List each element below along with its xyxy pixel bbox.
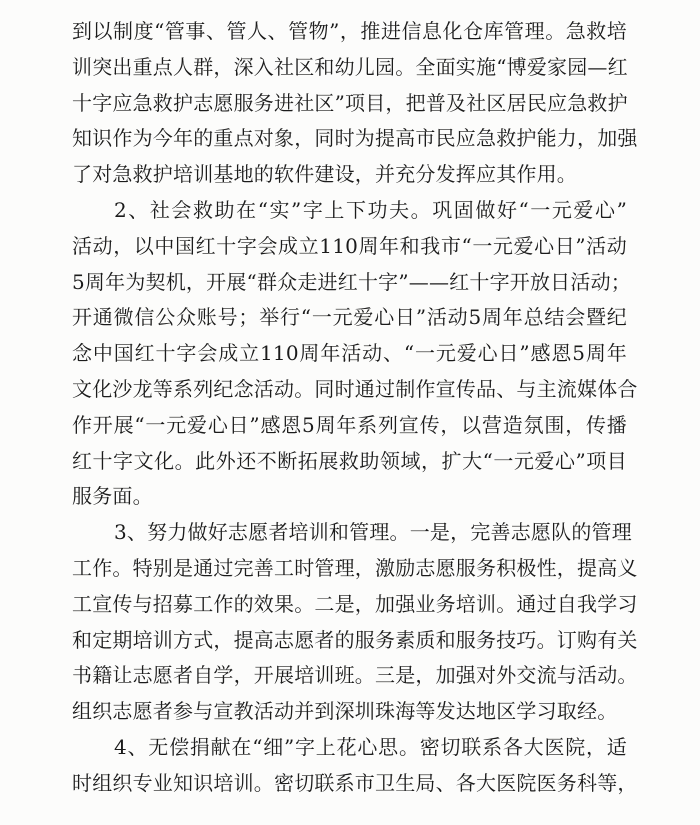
text-line: 作开展“一元爱心日”感恩5周年系列宣传，以营造氛围，传播: [72, 412, 627, 437]
text-line: 5周年为契机，开展“群众走进红十字”——红十字开放日活动；: [72, 269, 631, 294]
text-line: 时组织专业知识培训。密切联系市卫生局、各大医院医务科等，: [72, 770, 638, 795]
text-line: 十字应急救护志愿服务进社区”项目，把普及社区居民应急救护: [72, 90, 628, 115]
text-line: 服务面。: [72, 484, 153, 509]
text-line: 和定期培训方式，提高志愿者的服务素质和服务技巧。订购有关: [72, 627, 638, 652]
text-line: 知识作为今年的重点对象，同时为提高市民应急救护能力，加强: [72, 126, 638, 151]
text-line: 了对急救护培训基地的软件建设，并充分发挥应其作用。: [72, 162, 577, 187]
text-line: 活动，以中国红十字会成立110周年和我市“一元爱心日”活动: [72, 233, 627, 258]
text-line: 念中国红十字会成立110周年活动、“一元爱心日”感恩5周年: [72, 341, 627, 366]
text-line: 组织志愿者参与宣教活动并到深圳珠海等发达地区学习取经。: [72, 699, 618, 724]
text-line: 工宣传与招募工作的效果。二是，加强业务培训。通过自我学习: [72, 591, 638, 616]
body-text: [72, 14, 638, 802]
text-line: 3、努力做好志愿者培训和管理。一是，完善志愿队的管理: [114, 520, 632, 545]
text-line: 4、无偿捐献在“细”字上花心思。密切联系各大医院，适: [114, 734, 627, 759]
text-line: 到以制度“管事、管人、管物”，推进信息化仓库管理。急救培: [72, 19, 627, 43]
text-line: 2、社会救助在“实”字上下功夫。巩固做好“一元爱心”: [114, 197, 627, 222]
text-line: 红十字文化。此外还不断拓展救助领域，扩大“一元爱心”项目: [72, 448, 627, 473]
text-line: 训突出重点人群，深入社区和幼儿园。全面实施“博爱家园—红: [72, 54, 628, 79]
text-line: 工作。特别是通过完善工时管理，激励志愿服务积极性，提高义: [72, 555, 638, 580]
text-line: 开通微信公众账号；举行“一元爱心日”活动5周年总结会暨纪: [72, 305, 627, 330]
text-line: 书籍让志愿者自学，开展培训班。三是，加强对外交流与活动。: [72, 663, 638, 688]
text-line: 文化沙龙等系列纪念活动。同时通过制作宣传品、与主流媒体合: [72, 376, 638, 401]
